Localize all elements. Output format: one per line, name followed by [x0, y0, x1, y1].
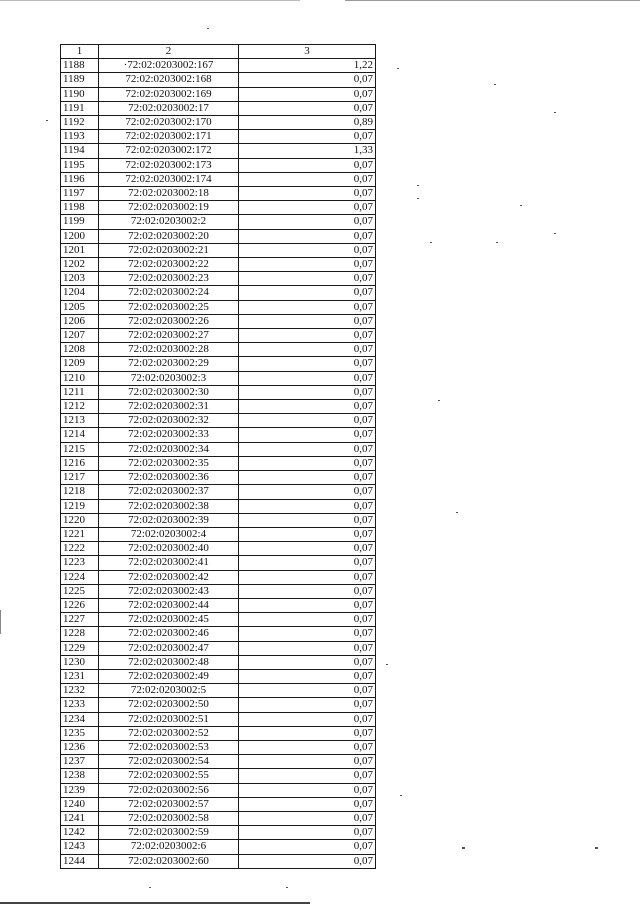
row-number: 1219	[61, 499, 99, 513]
table-row	[61, 698, 376, 712]
row-value: 1,33	[239, 144, 376, 158]
table-row	[61, 485, 376, 499]
scan-speck	[417, 198, 419, 199]
row-number: 1220	[61, 513, 99, 527]
cadastral-number: 72:02:0203002:43	[99, 584, 239, 598]
scan-speck	[417, 185, 419, 186]
table-row	[61, 258, 376, 272]
row-number: 1215	[61, 442, 99, 456]
cadastral-number: 72:02:0203002:3	[99, 371, 239, 385]
table-row	[61, 499, 376, 513]
table-row	[61, 130, 376, 144]
cadastral-number: 72:02:0203002:50	[99, 698, 239, 712]
row-value: 0,07	[239, 343, 376, 357]
table-row	[61, 357, 376, 371]
row-number: 1213	[61, 414, 99, 428]
row-value: 0,07	[239, 570, 376, 584]
row-number: 1231	[61, 669, 99, 683]
row-value: 0,07	[239, 243, 376, 257]
row-number: 1239	[61, 783, 99, 797]
table-row	[61, 598, 376, 612]
row-number: 1242	[61, 826, 99, 840]
cadastral-number: 72:02:0203002:53	[99, 740, 239, 754]
scan-speck	[386, 664, 388, 665]
cadastral-number: 72:02:0203002:24	[99, 286, 239, 300]
row-value: 0,07	[239, 499, 376, 513]
row-number: 1240	[61, 797, 99, 811]
row-value: 0,89	[239, 116, 376, 130]
cadastral-number: 72:02:0203002:39	[99, 513, 239, 527]
row-number: 1216	[61, 456, 99, 470]
table-row	[61, 414, 376, 428]
cadastral-number: 72:02:0203002:18	[99, 187, 239, 201]
row-value: 0,07	[239, 442, 376, 456]
row-number: 1198	[61, 201, 99, 215]
row-number: 1193	[61, 130, 99, 144]
row-number: 1222	[61, 542, 99, 556]
table-row	[61, 684, 376, 698]
column-header-1: 1	[61, 45, 99, 59]
row-value: 0,07	[239, 272, 376, 286]
row-number: 1204	[61, 286, 99, 300]
table-row	[61, 456, 376, 470]
cadastral-number: 72:02:0203002:2	[99, 215, 239, 229]
row-number: 1199	[61, 215, 99, 229]
bottom-edge-line	[0, 902, 310, 904]
table-row	[61, 783, 376, 797]
table-row	[61, 215, 376, 229]
row-value: 0,07	[239, 669, 376, 683]
table-row	[61, 229, 376, 243]
cadastral-number: 72:02:0203002:23	[99, 272, 239, 286]
row-number: 1227	[61, 613, 99, 627]
row-number: 1243	[61, 840, 99, 854]
table-row	[61, 669, 376, 683]
row-number: 1209	[61, 357, 99, 371]
row-value: 0,07	[239, 485, 376, 499]
scan-speck	[595, 847, 598, 849]
table-row	[61, 101, 376, 115]
row-number: 1224	[61, 570, 99, 584]
row-value: 0,07	[239, 471, 376, 485]
table-row	[61, 854, 376, 868]
row-value: 0,07	[239, 854, 376, 868]
header-row	[61, 45, 376, 59]
table-row	[61, 243, 376, 257]
cadastral-number: 72:02:0203002:55	[99, 769, 239, 783]
row-value: 0,07	[239, 130, 376, 144]
table-row	[61, 272, 376, 286]
left-edge-mark	[0, 610, 1, 634]
row-value: 0,07	[239, 598, 376, 612]
row-value: 0,07	[239, 542, 376, 556]
table-row	[61, 300, 376, 314]
row-number: 1200	[61, 229, 99, 243]
row-value: 0,07	[239, 584, 376, 598]
row-value: 0,07	[239, 811, 376, 825]
scan-speck	[520, 205, 522, 206]
row-number: 1232	[61, 684, 99, 698]
cadastral-number: 72:02:0203002:56	[99, 783, 239, 797]
row-number: 1228	[61, 627, 99, 641]
table-row	[61, 187, 376, 201]
scan-speck	[462, 847, 465, 849]
table-row	[61, 797, 376, 811]
table-row	[61, 769, 376, 783]
scan-speck	[46, 120, 48, 121]
table-row	[61, 556, 376, 570]
table-row	[61, 428, 376, 442]
row-number: 1244	[61, 854, 99, 868]
table-row	[61, 343, 376, 357]
table-row	[61, 73, 376, 87]
cadastral-number: 72:02:0203002:41	[99, 556, 239, 570]
row-number: 1230	[61, 655, 99, 669]
scan-speck	[400, 795, 402, 796]
table-row	[61, 755, 376, 769]
row-value: 0,07	[239, 641, 376, 655]
cadastral-number: 72:02:0203002:5	[99, 684, 239, 698]
table-row	[61, 59, 376, 73]
row-number: 1235	[61, 726, 99, 740]
scan-speck	[456, 512, 458, 513]
row-number: 1237	[61, 755, 99, 769]
table-row	[61, 158, 376, 172]
table-row	[61, 570, 376, 584]
table-row	[61, 641, 376, 655]
table-row	[61, 740, 376, 754]
row-number: 1201	[61, 243, 99, 257]
row-value: 0,07	[239, 797, 376, 811]
row-value: 0,07	[239, 769, 376, 783]
row-value: 0,07	[239, 740, 376, 754]
table-row	[61, 826, 376, 840]
cadastral-number: 72:02:0203002:169	[99, 87, 239, 101]
row-number: 1225	[61, 584, 99, 598]
cadastral-number: ·72:02:0203002:167	[99, 59, 239, 73]
table-row	[61, 726, 376, 740]
table-row	[61, 116, 376, 130]
cadastral-number: 72:02:0203002:38	[99, 499, 239, 513]
column-header-2: 2	[99, 45, 239, 59]
table-row	[61, 329, 376, 343]
scan-speck	[554, 112, 556, 113]
row-number: 1217	[61, 471, 99, 485]
cadastral-number: 72:02:0203002:37	[99, 485, 239, 499]
row-value: 0,07	[239, 385, 376, 399]
table-row	[61, 314, 376, 328]
row-value: 0,07	[239, 840, 376, 854]
table-row	[61, 542, 376, 556]
row-number: 1208	[61, 343, 99, 357]
cadastral-number: 72:02:0203002:60	[99, 854, 239, 868]
row-number: 1189	[61, 73, 99, 87]
scan-speck	[496, 242, 498, 243]
row-value: 0,07	[239, 187, 376, 201]
scan-speck	[430, 242, 432, 243]
row-value: 0,07	[239, 456, 376, 470]
row-number: 1188	[61, 59, 99, 73]
row-value: 0,07	[239, 755, 376, 769]
row-number: 1212	[61, 400, 99, 414]
row-value: 0,07	[239, 613, 376, 627]
cadastral-number: 72:02:0203002:47	[99, 641, 239, 655]
cadastral-number: 72:02:0203002:21	[99, 243, 239, 257]
cadastral-number: 72:02:0203002:40	[99, 542, 239, 556]
row-number: 1192	[61, 116, 99, 130]
row-number: 1218	[61, 485, 99, 499]
row-value: 0,07	[239, 783, 376, 797]
table-row	[61, 400, 376, 414]
cadastral-number: 72:02:0203002:44	[99, 598, 239, 612]
table-row	[61, 712, 376, 726]
row-value: 0,07	[239, 726, 376, 740]
row-value: 0,07	[239, 172, 376, 186]
table-row	[61, 811, 376, 825]
row-number: 1210	[61, 371, 99, 385]
cadastral-number: 72:02:0203002:34	[99, 442, 239, 456]
cadastral-number: 72:02:0203002:172	[99, 144, 239, 158]
cadastral-number: 72:02:0203002:49	[99, 669, 239, 683]
row-number: 1191	[61, 101, 99, 115]
row-number: 1234	[61, 712, 99, 726]
cadastral-number: 72:02:0203002:42	[99, 570, 239, 584]
top-edge-segment	[345, 0, 640, 1]
table-row	[61, 840, 376, 854]
row-number: 1233	[61, 698, 99, 712]
cadastral-number: 72:02:0203002:22	[99, 258, 239, 272]
row-number: 1202	[61, 258, 99, 272]
row-value: 0,07	[239, 513, 376, 527]
scan-speck	[438, 400, 440, 401]
table-row	[61, 87, 376, 101]
cadastral-number: 72:02:0203002:26	[99, 314, 239, 328]
row-number: 1226	[61, 598, 99, 612]
row-number: 1211	[61, 385, 99, 399]
cadastral-number: 72:02:0203002:6	[99, 840, 239, 854]
row-number: 1241	[61, 811, 99, 825]
cadastral-number: 72:02:0203002:29	[99, 357, 239, 371]
row-value: 0,07	[239, 698, 376, 712]
table-row	[61, 172, 376, 186]
cadastral-number: 72:02:0203002:48	[99, 655, 239, 669]
cadastral-number: 72:02:0203002:25	[99, 300, 239, 314]
cadastral-number: 72:02:0203002:173	[99, 158, 239, 172]
row-value: 0,07	[239, 215, 376, 229]
row-value: 0,07	[239, 286, 376, 300]
cadastral-number: 72:02:0203002:20	[99, 229, 239, 243]
table-row	[61, 613, 376, 627]
row-value: 0,07	[239, 329, 376, 343]
cadastral-number: 72:02:0203002:30	[99, 385, 239, 399]
row-number: 1194	[61, 144, 99, 158]
row-number: 1203	[61, 272, 99, 286]
row-number: 1207	[61, 329, 99, 343]
scan-speck	[397, 68, 399, 69]
row-number: 1238	[61, 769, 99, 783]
row-number: 1196	[61, 172, 99, 186]
row-number: 1214	[61, 428, 99, 442]
row-value: 0,07	[239, 371, 376, 385]
table-row	[61, 527, 376, 541]
row-value: 0,07	[239, 357, 376, 371]
row-number: 1205	[61, 300, 99, 314]
top-edge-segment	[0, 0, 300, 1]
cadastral-number: 72:02:0203002:46	[99, 627, 239, 641]
top-edge-line	[0, 0, 640, 2]
cadastral-number: 72:02:0203002:170	[99, 116, 239, 130]
data-table	[60, 44, 376, 869]
row-value: 0,07	[239, 712, 376, 726]
scan-speck	[207, 28, 209, 29]
cadastral-number: 72:02:0203002:51	[99, 712, 239, 726]
row-value: 0,07	[239, 414, 376, 428]
cadastral-number: 72:02:0203002:54	[99, 755, 239, 769]
row-number: 1195	[61, 158, 99, 172]
column-header-3: 3	[239, 45, 376, 59]
row-value: 0,07	[239, 655, 376, 669]
table-body	[61, 59, 376, 869]
cadastral-number: 72:02:0203002:27	[99, 329, 239, 343]
table-row	[61, 385, 376, 399]
cadastral-number: 72:02:0203002:171	[99, 130, 239, 144]
row-value: 1,22	[239, 59, 376, 73]
row-number: 1229	[61, 641, 99, 655]
row-value: 0,07	[239, 300, 376, 314]
row-value: 0,07	[239, 73, 376, 87]
row-number: 1197	[61, 187, 99, 201]
table-row	[61, 286, 376, 300]
table-row	[61, 655, 376, 669]
table-row	[61, 584, 376, 598]
cadastral-number: 72:02:0203002:168	[99, 73, 239, 87]
row-value: 0,07	[239, 556, 376, 570]
table-row	[61, 442, 376, 456]
row-number: 1206	[61, 314, 99, 328]
cadastral-number: 72:02:0203002:28	[99, 343, 239, 357]
cadastral-number: 72:02:0203002:17	[99, 101, 239, 115]
row-value: 0,07	[239, 101, 376, 115]
cadastral-number: 72:02:0203002:57	[99, 797, 239, 811]
table-row	[61, 371, 376, 385]
table-row	[61, 471, 376, 485]
row-value: 0,07	[239, 627, 376, 641]
row-number: 1221	[61, 527, 99, 541]
cadastral-number: 72:02:0203002:45	[99, 613, 239, 627]
row-value: 0,07	[239, 428, 376, 442]
table-row	[61, 627, 376, 641]
table-row	[61, 513, 376, 527]
cadastral-number: 72:02:0203002:36	[99, 471, 239, 485]
scan-speck	[286, 887, 288, 888]
table-row	[61, 144, 376, 158]
cadastral-number: 72:02:0203002:35	[99, 456, 239, 470]
cadastral-number: 72:02:0203002:59	[99, 826, 239, 840]
cadastral-number: 72:02:0203002:58	[99, 811, 239, 825]
cadastral-number: 72:02:0203002:174	[99, 172, 239, 186]
row-value: 0,07	[239, 87, 376, 101]
row-value: 0,07	[239, 229, 376, 243]
row-value: 0,07	[239, 826, 376, 840]
row-value: 0,07	[239, 527, 376, 541]
row-value: 0,07	[239, 201, 376, 215]
row-value: 0,07	[239, 258, 376, 272]
cadastral-number: 72:02:0203002:33	[99, 428, 239, 442]
row-number: 1223	[61, 556, 99, 570]
cadastral-number: 72:02:0203002:4	[99, 527, 239, 541]
cadastral-number: 72:02:0203002:32	[99, 414, 239, 428]
cadastral-number: 72:02:0203002:31	[99, 400, 239, 414]
table-row	[61, 201, 376, 215]
scan-speck	[149, 887, 151, 888]
scan-speck	[554, 233, 556, 234]
row-value: 0,07	[239, 684, 376, 698]
row-value: 0,07	[239, 400, 376, 414]
row-number: 1190	[61, 87, 99, 101]
scan-speck	[494, 84, 496, 85]
cadastral-number: 72:02:0203002:19	[99, 201, 239, 215]
row-value: 0,07	[239, 314, 376, 328]
row-value: 0,07	[239, 158, 376, 172]
row-number: 1236	[61, 740, 99, 754]
cadastral-number: 72:02:0203002:52	[99, 726, 239, 740]
